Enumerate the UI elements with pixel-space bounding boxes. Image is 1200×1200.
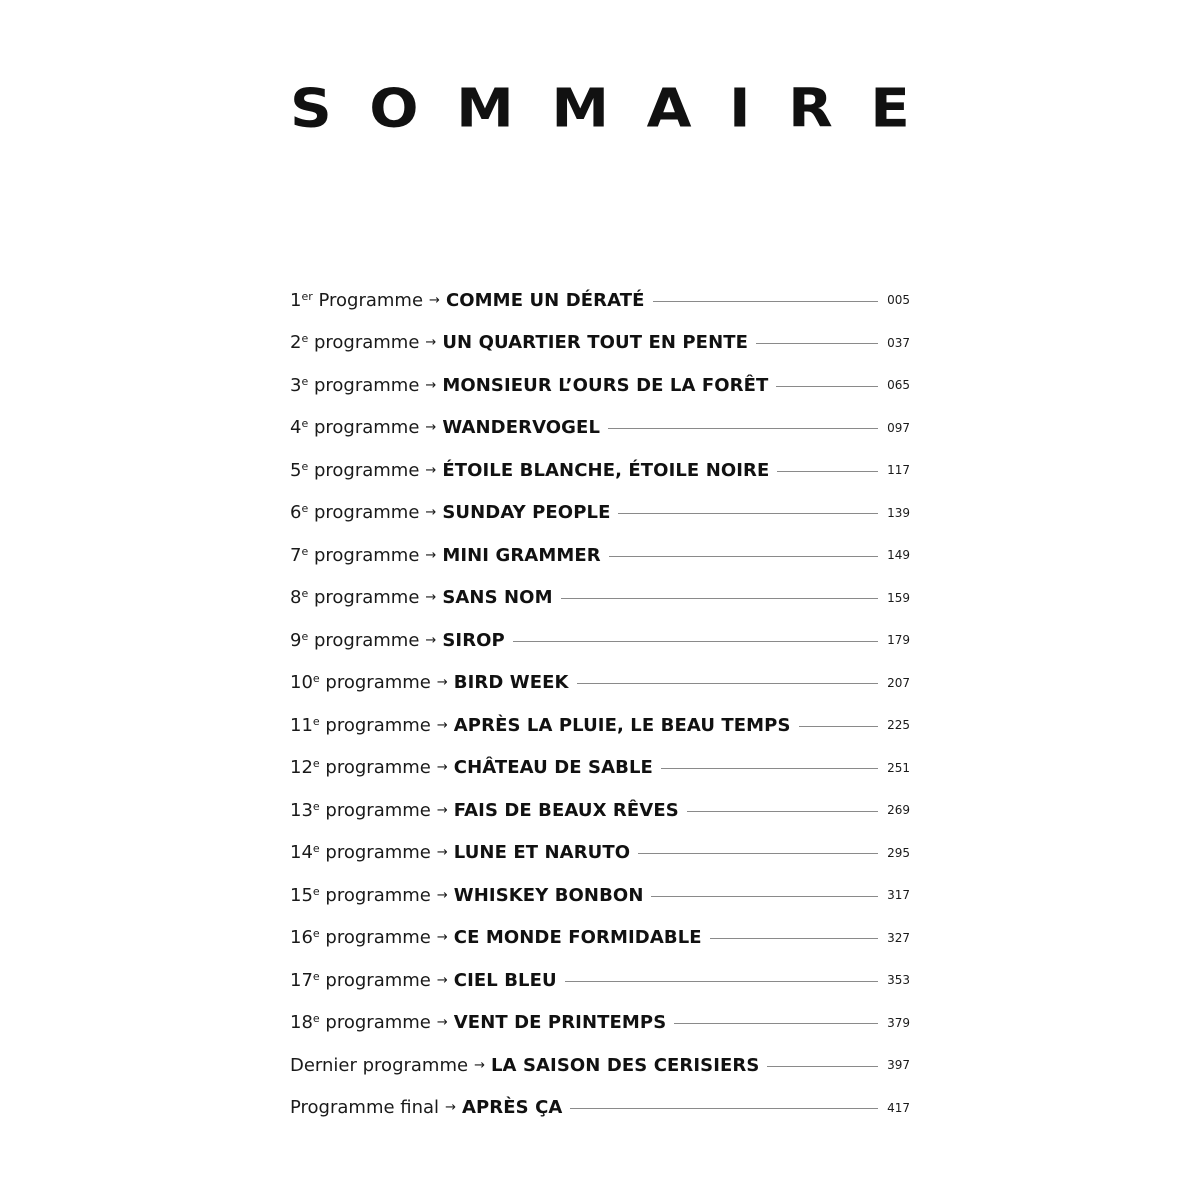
chapter-title: VENT DE PRINTEMPS bbox=[453, 1012, 667, 1034]
program-number: 5 bbox=[290, 459, 302, 481]
program-label bbox=[290, 927, 431, 948]
program-word: Programme bbox=[318, 289, 424, 311]
arrow-right-icon: → bbox=[425, 377, 437, 393]
arrow-right-icon: → bbox=[425, 632, 437, 648]
leader-line bbox=[653, 301, 878, 302]
toc-entry[interactable] bbox=[290, 492, 910, 535]
chapter-title: BIRD WEEK bbox=[453, 672, 569, 694]
program-label bbox=[290, 502, 419, 523]
page-title bbox=[290, 76, 910, 140]
page-number: 149 bbox=[887, 548, 910, 563]
program-label bbox=[290, 417, 419, 438]
toc-entry[interactable] bbox=[290, 874, 910, 917]
toc-entry[interactable] bbox=[290, 662, 910, 705]
program-word: Dernier programme bbox=[290, 1054, 469, 1076]
arrow-right-icon: → bbox=[425, 335, 437, 351]
toc-entry[interactable] bbox=[290, 577, 910, 620]
program-word: programme bbox=[313, 374, 420, 396]
program-word: programme bbox=[313, 417, 420, 439]
program-number: 12 bbox=[290, 757, 313, 779]
chapter-title: SANS NOM bbox=[442, 587, 553, 609]
program-label bbox=[290, 842, 431, 863]
leader-line bbox=[756, 343, 878, 344]
program-label bbox=[290, 1012, 431, 1033]
leader-line bbox=[651, 896, 878, 897]
ordinal-suffix: e bbox=[301, 459, 309, 473]
chapter-title: LA SAISON DES CERISIERS bbox=[490, 1054, 760, 1076]
program-label bbox=[290, 375, 419, 396]
program-number: 9 bbox=[290, 629, 302, 651]
chapter-title: WANDERVOGEL bbox=[442, 417, 601, 439]
program-word: programme bbox=[325, 714, 431, 736]
program-word: programme bbox=[313, 459, 420, 481]
program-word: programme bbox=[313, 544, 420, 566]
leader-line bbox=[570, 1108, 878, 1109]
program-number: 11 bbox=[290, 714, 313, 736]
page-number: 353 bbox=[887, 973, 910, 988]
page-number: 005 bbox=[887, 293, 910, 308]
arrow-right-icon: → bbox=[436, 802, 448, 818]
page-number: 251 bbox=[887, 760, 910, 775]
title-letter: O bbox=[369, 76, 419, 140]
leader-line bbox=[561, 598, 878, 599]
chapter-title: APRÈS ÇA bbox=[461, 1097, 563, 1119]
ordinal-suffix: e bbox=[312, 757, 320, 771]
ordinal-suffix: e bbox=[312, 714, 320, 728]
title-letter: A bbox=[646, 76, 692, 140]
program-label bbox=[290, 587, 419, 608]
toc-entry[interactable] bbox=[290, 704, 910, 747]
arrow-right-icon: → bbox=[436, 760, 448, 776]
leader-line bbox=[577, 683, 878, 684]
arrow-right-icon: → bbox=[436, 845, 448, 861]
ordinal-suffix: e bbox=[301, 502, 309, 516]
ordinal-suffix: er bbox=[301, 289, 313, 303]
page-number: 139 bbox=[887, 505, 910, 520]
toc-entry[interactable] bbox=[290, 534, 910, 577]
ordinal-suffix: e bbox=[312, 927, 320, 941]
toc-entry[interactable] bbox=[290, 364, 910, 407]
arrow-right-icon: → bbox=[445, 1100, 456, 1116]
arrow-right-icon: → bbox=[436, 887, 448, 903]
title-letter: R bbox=[788, 76, 833, 140]
arrow-right-icon: → bbox=[425, 547, 437, 563]
program-label bbox=[290, 800, 431, 821]
page-number: 179 bbox=[887, 633, 910, 648]
program-number: 1 bbox=[290, 289, 302, 311]
ordinal-suffix: e bbox=[301, 587, 309, 601]
leader-line bbox=[565, 981, 878, 982]
toc-entry[interactable] bbox=[290, 1002, 910, 1045]
page-number: 327 bbox=[887, 930, 910, 945]
page-number: 317 bbox=[887, 888, 910, 903]
program-label bbox=[290, 332, 419, 353]
program-word: programme bbox=[313, 332, 420, 354]
chapter-title: CE MONDE FORMIDABLE bbox=[453, 927, 702, 949]
page-number: 159 bbox=[887, 590, 910, 605]
toc-entry[interactable] bbox=[290, 832, 910, 875]
ordinal-suffix: e bbox=[312, 884, 320, 898]
toc-entry[interactable] bbox=[290, 1044, 910, 1087]
page-number: 417 bbox=[887, 1100, 910, 1115]
program-word: programme bbox=[325, 969, 431, 991]
chapter-title: FAIS DE BEAUX RÊVES bbox=[453, 799, 679, 821]
page-number: 207 bbox=[887, 675, 910, 690]
chapter-title: APRÈS LA PLUIE, LE BEAU TEMPS bbox=[453, 714, 791, 736]
program-number: 8 bbox=[290, 587, 302, 609]
leader-line bbox=[661, 768, 878, 769]
program-number: 16 bbox=[290, 927, 313, 949]
program-word: programme bbox=[325, 884, 431, 906]
page-number: 225 bbox=[887, 718, 910, 733]
leader-line bbox=[777, 471, 878, 472]
arrow-right-icon: → bbox=[425, 590, 437, 606]
chapter-title: SUNDAY PEOPLE bbox=[442, 502, 611, 524]
leader-line bbox=[799, 726, 878, 727]
chapter-title: UN QUARTIER TOUT EN PENTE bbox=[442, 332, 749, 354]
program-label bbox=[290, 630, 419, 651]
chapter-title: ÉTOILE BLANCHE, ÉTOILE NOIRE bbox=[442, 459, 770, 481]
program-word: Programme final bbox=[290, 1097, 440, 1119]
chapter-title: MONSIEUR L’OURS DE LA FORÊT bbox=[442, 374, 769, 396]
leader-line bbox=[618, 513, 878, 514]
program-word: programme bbox=[325, 672, 431, 694]
program-word: programme bbox=[325, 1012, 431, 1034]
leader-line bbox=[767, 1066, 878, 1067]
ordinal-suffix: e bbox=[312, 1012, 320, 1026]
arrow-right-icon: → bbox=[474, 1057, 485, 1073]
program-word: programme bbox=[325, 799, 431, 821]
leader-line bbox=[608, 428, 878, 429]
program-label bbox=[290, 290, 423, 311]
chapter-title: LUNE ET NARUTO bbox=[453, 842, 631, 864]
program-number: 13 bbox=[290, 799, 313, 821]
program-number: 10 bbox=[290, 672, 313, 694]
toc-entry[interactable] bbox=[290, 917, 910, 960]
toc-entry[interactable] bbox=[290, 407, 910, 450]
program-word: programme bbox=[313, 502, 420, 524]
title-letter: M bbox=[551, 76, 610, 140]
toc-entry[interactable] bbox=[290, 279, 910, 322]
arrow-right-icon: → bbox=[425, 420, 437, 436]
arrow-right-icon: → bbox=[429, 292, 440, 308]
leader-line bbox=[638, 853, 878, 854]
program-label bbox=[290, 545, 419, 566]
leader-line bbox=[687, 811, 878, 812]
program-word: programme bbox=[313, 629, 420, 651]
program-word: programme bbox=[313, 587, 420, 609]
program-label bbox=[290, 1055, 468, 1076]
toc-entry[interactable] bbox=[290, 449, 910, 492]
page-number: 117 bbox=[887, 463, 910, 478]
program-label bbox=[290, 715, 431, 736]
title-letter: I bbox=[729, 76, 751, 140]
arrow-right-icon: → bbox=[436, 1015, 448, 1031]
chapter-title: MINI GRAMMER bbox=[442, 544, 601, 566]
program-number: 7 bbox=[290, 544, 302, 566]
toc-entry[interactable] bbox=[290, 1087, 910, 1130]
program-label bbox=[290, 672, 431, 693]
arrow-right-icon: → bbox=[436, 972, 448, 988]
page-number: 065 bbox=[887, 378, 910, 393]
ordinal-suffix: e bbox=[301, 629, 309, 643]
leader-line bbox=[513, 641, 878, 642]
ordinal-suffix: e bbox=[301, 332, 309, 346]
chapter-title: COMME UN DÉRATÉ bbox=[445, 289, 645, 311]
program-label bbox=[290, 970, 431, 991]
toc-entry[interactable] bbox=[290, 322, 910, 365]
program-label bbox=[290, 1097, 439, 1118]
arrow-right-icon: → bbox=[436, 675, 448, 691]
program-number: 17 bbox=[290, 969, 313, 991]
leader-line bbox=[710, 938, 878, 939]
leader-line bbox=[776, 386, 878, 387]
toc-entry[interactable] bbox=[290, 747, 910, 790]
chapter-title: CHÂTEAU DE SABLE bbox=[453, 757, 653, 779]
arrow-right-icon: → bbox=[425, 462, 437, 478]
arrow-right-icon: → bbox=[436, 930, 448, 946]
page-number: 379 bbox=[887, 1015, 910, 1030]
program-label bbox=[290, 460, 419, 481]
page-number: 397 bbox=[887, 1058, 910, 1073]
page-number: 037 bbox=[887, 335, 910, 350]
title-letter: S bbox=[290, 76, 332, 140]
ordinal-suffix: e bbox=[301, 544, 309, 558]
program-number: 14 bbox=[290, 842, 313, 864]
ordinal-suffix: e bbox=[301, 374, 309, 388]
arrow-right-icon: → bbox=[425, 505, 437, 521]
toc-entry[interactable] bbox=[290, 619, 910, 662]
program-word: programme bbox=[325, 927, 431, 949]
leader-line bbox=[609, 556, 878, 557]
toc-entry[interactable] bbox=[290, 789, 910, 832]
program-word: programme bbox=[325, 842, 431, 864]
page-number: 097 bbox=[887, 420, 910, 435]
toc-entry[interactable] bbox=[290, 959, 910, 1002]
page-number: 295 bbox=[887, 845, 910, 860]
table-of-contents bbox=[290, 279, 910, 1129]
arrow-right-icon: → bbox=[436, 717, 448, 733]
leader-line bbox=[674, 1023, 878, 1024]
title-letter: E bbox=[870, 76, 910, 140]
program-number: 4 bbox=[290, 417, 302, 439]
program-number: 3 bbox=[290, 374, 302, 396]
chapter-title: CIEL BLEU bbox=[453, 969, 557, 991]
chapter-title: SIROP bbox=[442, 629, 505, 651]
chapter-title: WHISKEY BONBON bbox=[453, 884, 644, 906]
ordinal-suffix: e bbox=[312, 969, 320, 983]
program-number: 15 bbox=[290, 884, 313, 906]
program-label bbox=[290, 757, 431, 778]
ordinal-suffix: e bbox=[301, 417, 309, 431]
program-number: 6 bbox=[290, 502, 302, 524]
program-number: 18 bbox=[290, 1012, 313, 1034]
ordinal-suffix: e bbox=[312, 672, 320, 686]
title-letter: M bbox=[456, 76, 514, 140]
program-word: programme bbox=[325, 757, 431, 779]
ordinal-suffix: e bbox=[312, 842, 320, 856]
program-number: 2 bbox=[290, 332, 302, 354]
program-label bbox=[290, 885, 431, 906]
page-number: 269 bbox=[887, 803, 910, 818]
ordinal-suffix: e bbox=[312, 799, 320, 813]
